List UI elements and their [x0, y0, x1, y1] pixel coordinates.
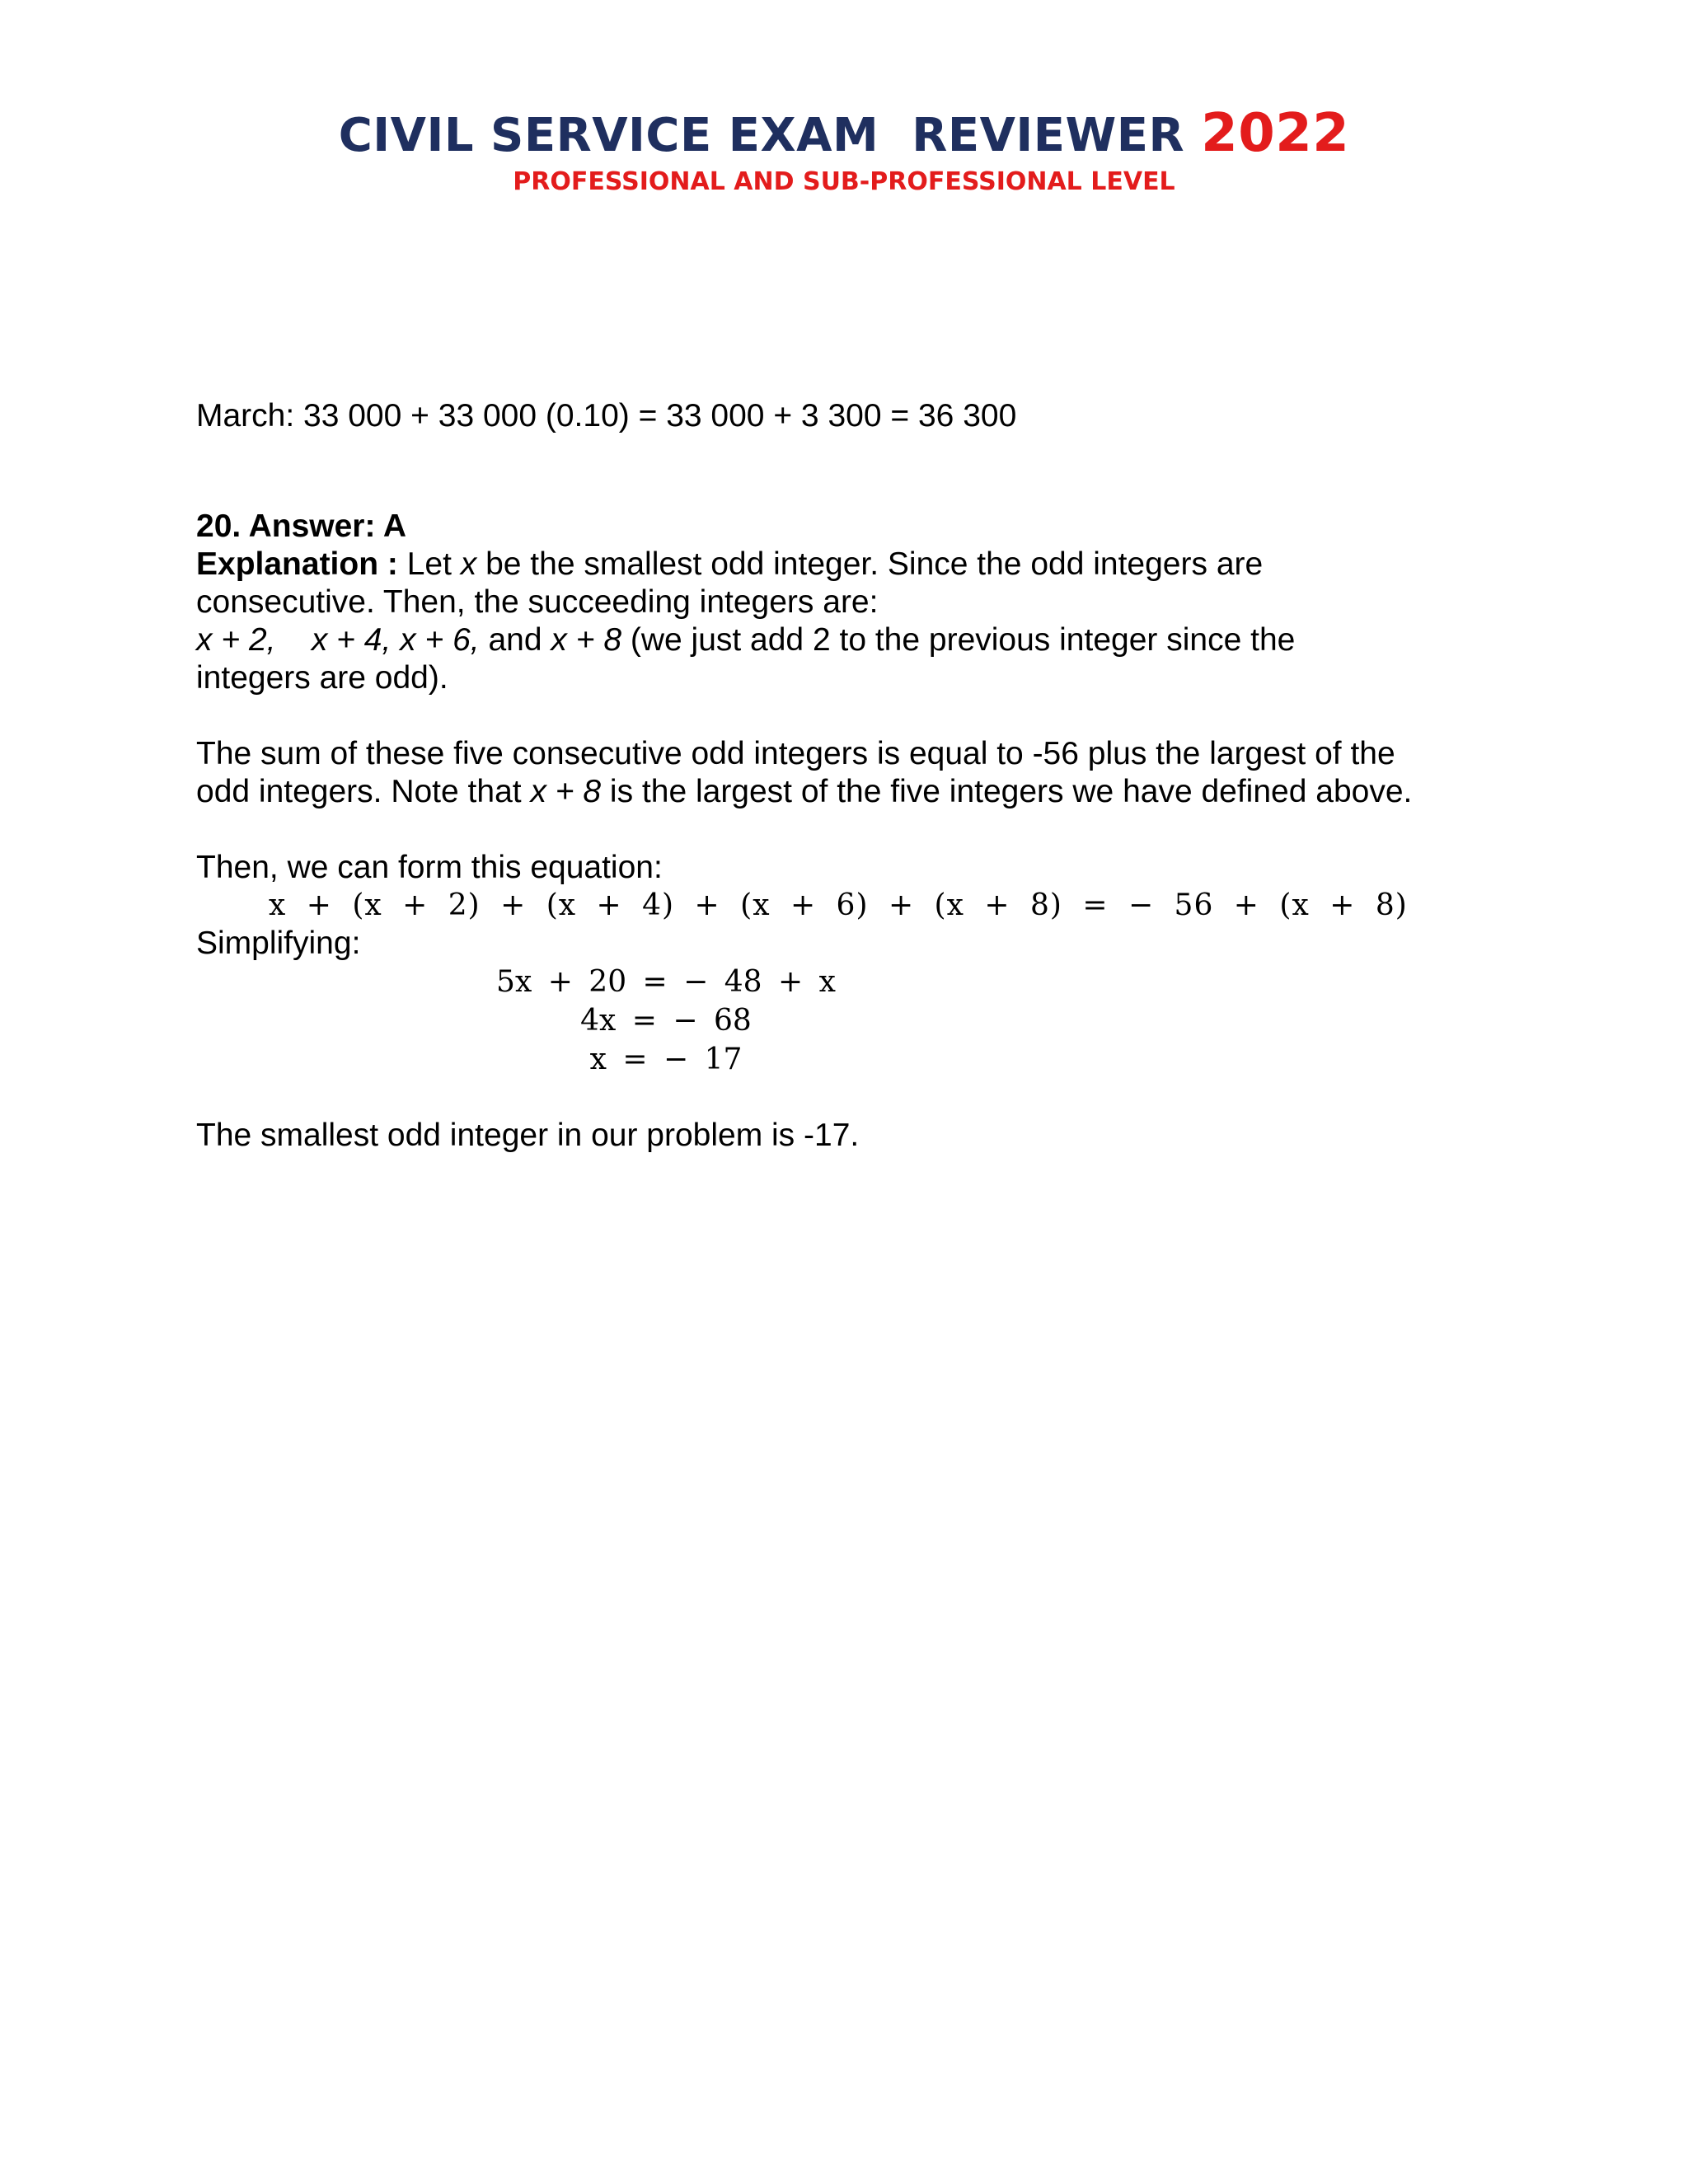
document-body: [196, 397, 1482, 1155]
header-title: [0, 105, 1688, 164]
then-line: Then, we can form this equation:: [196, 850, 663, 885]
equation-step-3: x = − 17: [589, 1043, 743, 1076]
header-subtitle: PROFESSIONAL AND SUB-PROFESSIONAL LEVEL: [513, 167, 1175, 196]
explanation-label: Explanation :: [196, 546, 398, 582]
explanation-line-2: consecutive. Then, the succeeding integers are:: [196, 584, 879, 620]
explanation-line-3: x + 2, x + 4, x + 6, and x + 8 (we just add 2 to the previous integer since the: [196, 622, 1296, 658]
equation-step-1: 5x + 20 = − 48 + x: [496, 965, 836, 999]
header-title-main: CIVIL SERVICE EXAM REVIEWER: [338, 109, 1185, 162]
simplifying-label: Simplifying:: [196, 926, 361, 961]
conclusion-line: The smallest odd integer in our problem is -17.: [196, 1118, 860, 1153]
equation-steps: [196, 963, 1136, 1079]
main-equation: x + (x + 2) + (x + 4) + (x + 6) + (x + 8) = − 56 + (x + 8): [269, 888, 1408, 922]
explanation-line-4: integers are odd).: [196, 660, 448, 696]
paragraph-2-line-1: The sum of these five consecutive odd integers is equal to -56 plus the largest of the: [196, 736, 1395, 771]
header-title-year: 2022: [1201, 103, 1350, 164]
answer-heading: 20. Answer: A: [196, 509, 407, 544]
paragraph-2-line-2: odd integers. Note that x + 8 is the largest of the five integers we have defined above.: [196, 774, 1413, 809]
explanation-line-1: Explanation : Let x be the smallest odd integer. Since the odd integers are: [196, 546, 1264, 582]
equation-step-2: 4x = − 68: [580, 1004, 752, 1038]
header-logo: [0, 105, 1688, 199]
march-line: March: 33 000 + 33 000 (0.10) = 33 000 + 3 300 = 36 300: [196, 398, 1017, 434]
